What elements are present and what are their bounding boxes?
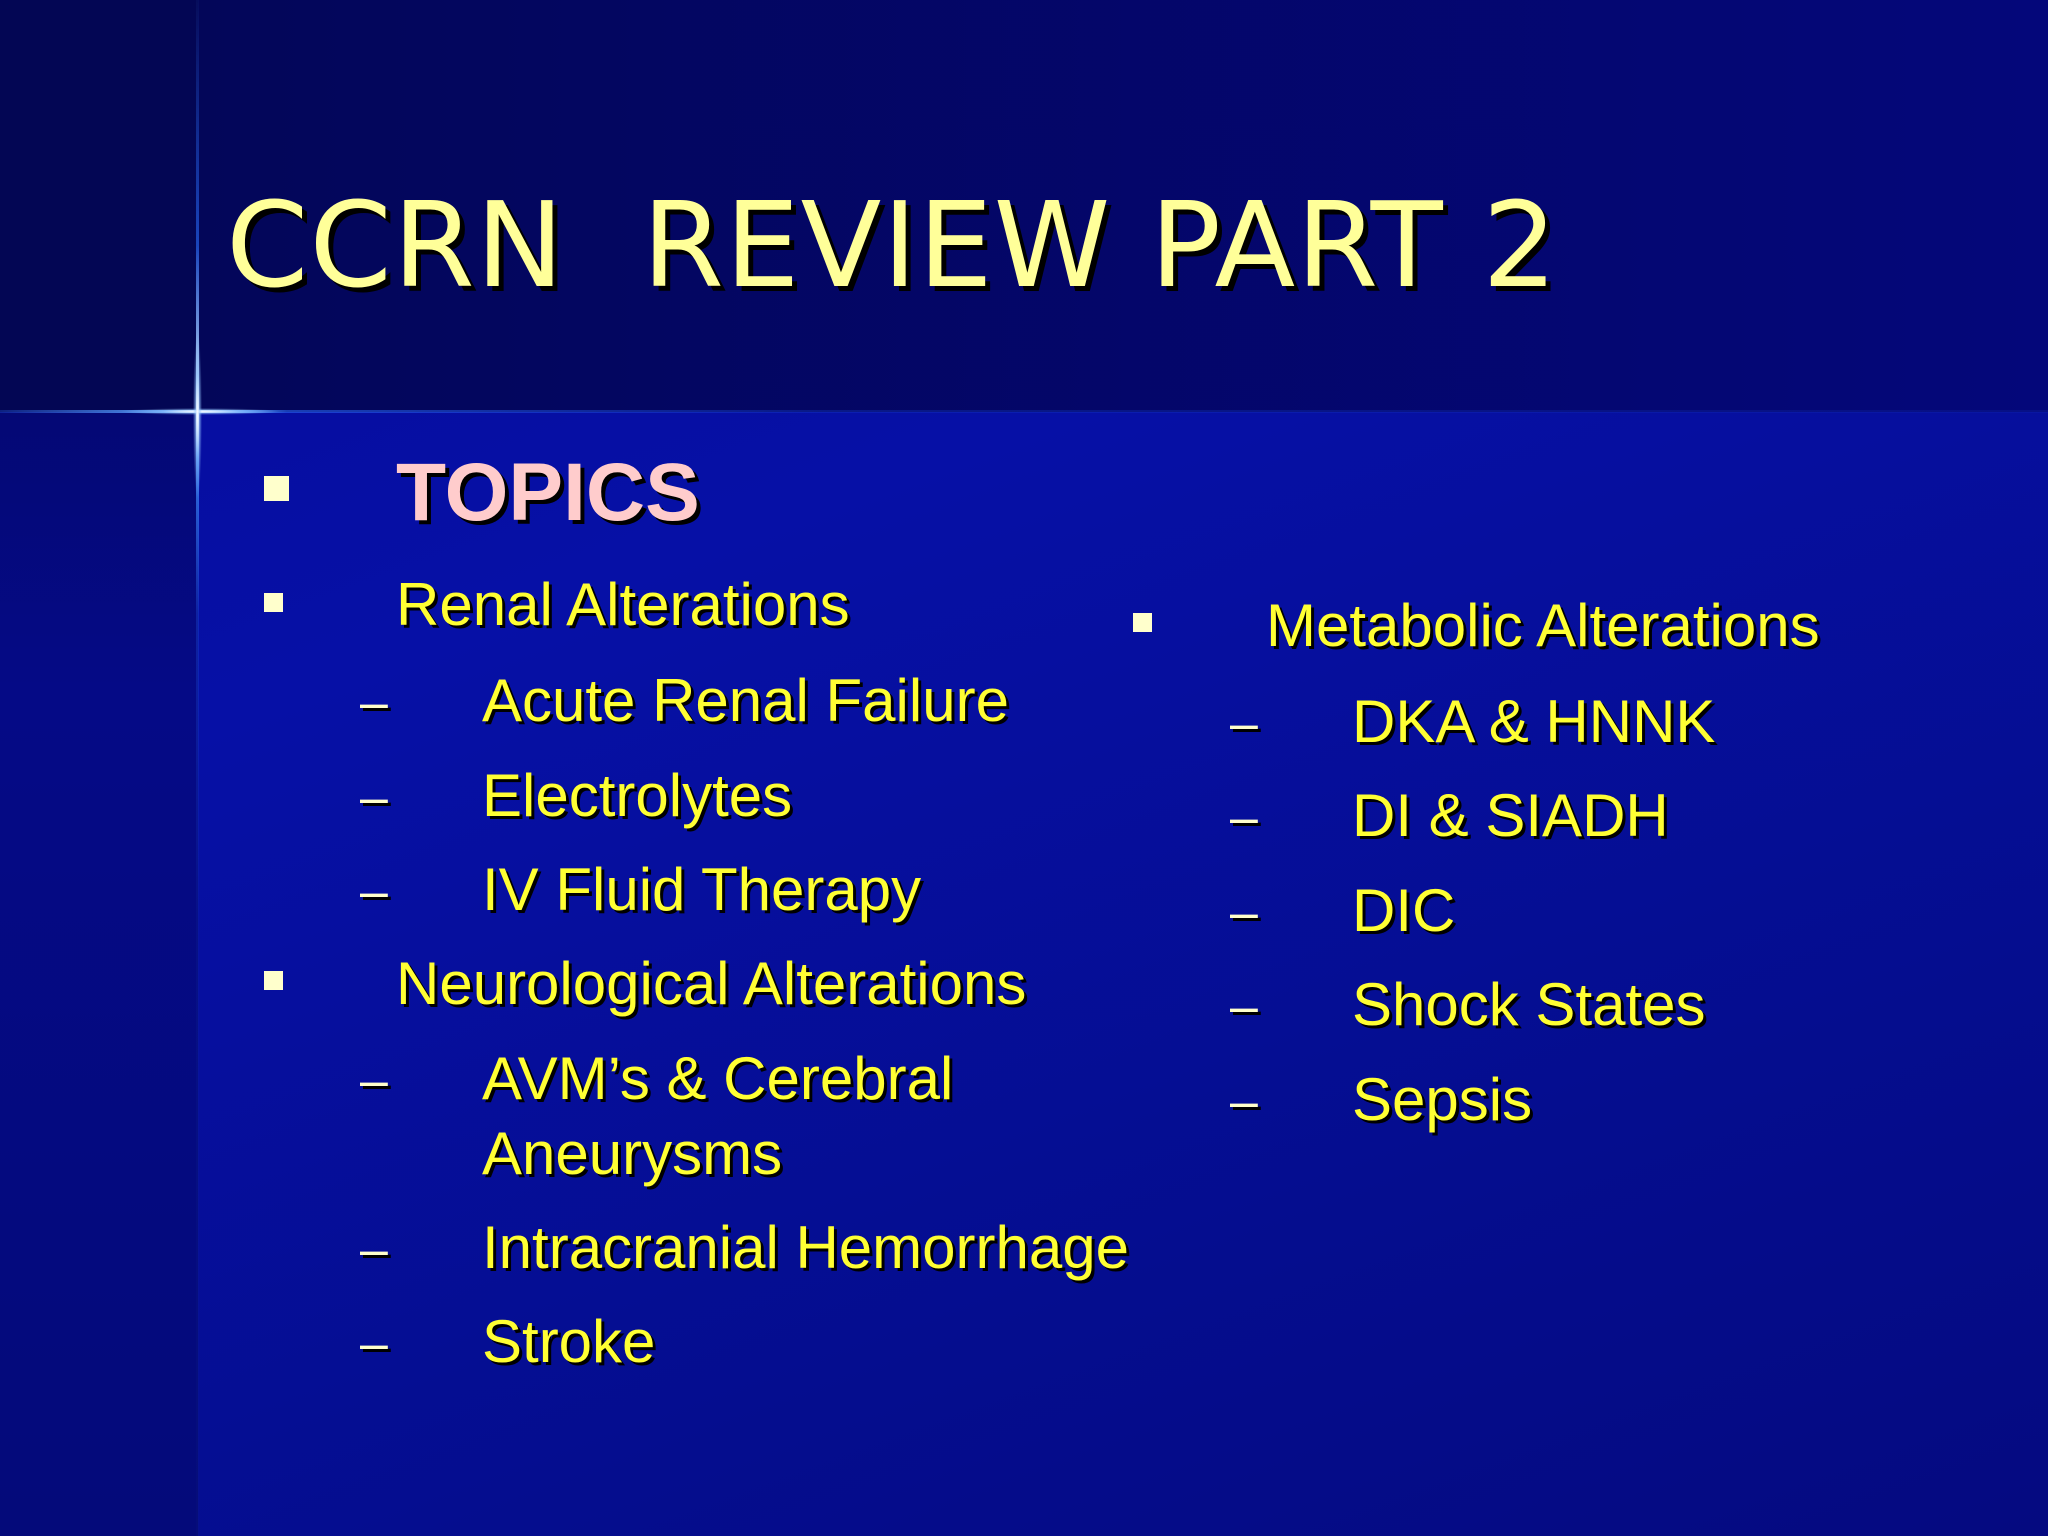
metabolic-item-5: Sepsis xyxy=(1352,1066,1533,1133)
topics-bullet-icon xyxy=(264,476,289,501)
renal-item-3-dash-icon: – xyxy=(360,863,388,919)
neuro-item-3-dash-icon: – xyxy=(360,1315,388,1371)
horizontal-divider-line xyxy=(0,410,2048,413)
renal-item-3: IV Fluid Therapy xyxy=(482,856,922,923)
renal-item-1-dash-icon: – xyxy=(360,674,388,730)
neuro-item-1-dash-icon: – xyxy=(360,1052,388,1108)
metabolic-bullet-icon xyxy=(1133,613,1152,632)
metabolic-item-4: Shock States xyxy=(1352,971,1706,1038)
renal-heading: Renal Alterations xyxy=(396,571,850,638)
renal-item-1: Acute Renal Failure xyxy=(482,667,1009,734)
metabolic-item-2: DI & SIADH xyxy=(1352,782,1669,849)
metabolic-item-1: DKA & HNNK xyxy=(1352,688,1716,755)
slide-title: CCRN REVIEW PART 2 xyxy=(226,176,1559,314)
metabolic-heading: Metabolic Alterations xyxy=(1266,592,1820,659)
metabolic-item-3-dash-icon: – xyxy=(1230,884,1258,940)
light-flare-vertical xyxy=(193,330,202,500)
metabolic-item-1-dash-icon: – xyxy=(1230,695,1258,751)
header-corner-band xyxy=(0,0,198,412)
metabolic-item-5-dash-icon: – xyxy=(1230,1073,1258,1129)
metabolic-item-2-dash-icon: – xyxy=(1230,789,1258,845)
renal-item-2: Electrolytes xyxy=(482,762,793,829)
neuro-bullet-icon xyxy=(264,971,283,990)
neuro-item-3: Stroke xyxy=(482,1308,656,1375)
neuro-heading: Neurological Alterations xyxy=(396,950,1027,1017)
topics-heading: TOPICS xyxy=(396,447,700,538)
vertical-divider-line xyxy=(196,0,199,1536)
renal-item-2-dash-icon: – xyxy=(360,769,388,825)
neuro-item-2-dash-icon: – xyxy=(360,1221,388,1277)
renal-bullet-icon xyxy=(264,593,283,612)
neuro-item-2: Intracranial Hemorrhage xyxy=(482,1214,1129,1281)
neuro-item-1: AVM’s & Cerebral xyxy=(482,1045,954,1112)
neuro-item-1-continued: Aneurysms xyxy=(482,1120,783,1187)
metabolic-item-4-dash-icon: – xyxy=(1230,978,1258,1034)
metabolic-item-3: DIC xyxy=(1352,877,1456,944)
